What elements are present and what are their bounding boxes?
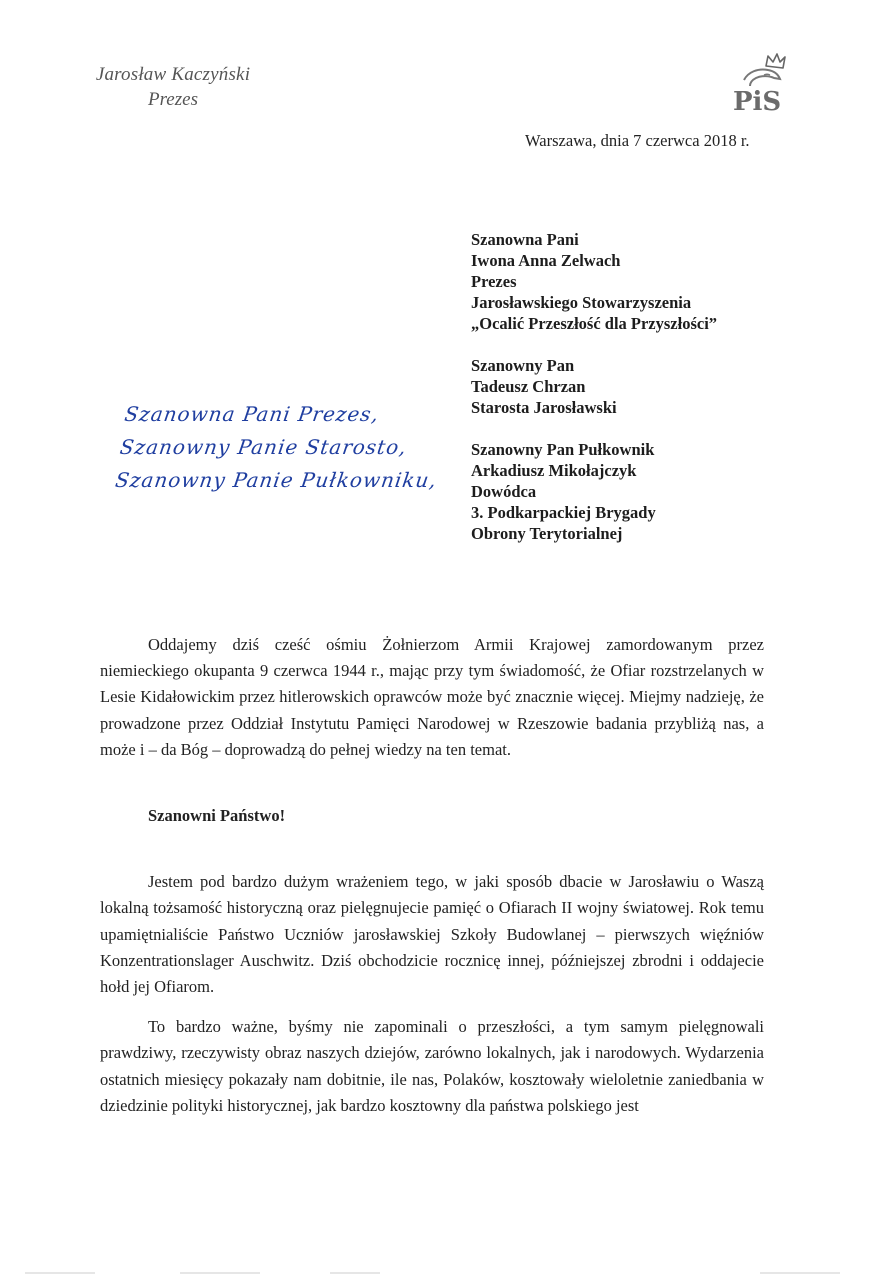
body-salutation: Szanowni Państwo! [148,806,286,826]
handwritten-line: Szanowna Pani Prezes, [123,402,381,426]
addressee-line: Tadeusz Chrzan [471,377,586,396]
scan-artifact [760,1272,840,1274]
addressee-line: Starosta Jarosławski [471,398,617,417]
scan-artifact [330,1272,380,1274]
body-paragraph: Jestem pod bardzo dużym wrażeniem tego, w jaki sposób dbacie w Jarosławiu o Waszą lokalną tożsamość historyczną oraz pielęgnujecie pamięć o Ofiarach II wojny światowej. Rok temu upamiętnialiście Państwo Uczniów jarosławskiej Szkoły Budowlanej – pierwszych więźniów Konzentrationslager Auschwitz. Dziś obchodzicie rocznicę innej, późniejszej zbrodni i oddajecie hołd jej Ofiarom. [100,872,764,997]
addressee-block [471,229,717,565]
eagle-crown-logo-icon [730,52,794,114]
addressee-line: Szanowny Pan [471,356,575,375]
scan-artifact [25,1272,95,1274]
date-line: Warszawa, dnia 7 czerwca 2018 r. [525,131,750,150]
addressee-line: Szanowna Pani [471,230,579,249]
addressee-1 [471,229,717,334]
addressee-line: Dowódca [471,482,537,501]
handwritten-line: Szanowny Panie Pułkowniku, [113,468,439,492]
addressee-line: Obrony Terytorialnej [471,524,623,543]
addressee-2 [471,355,717,418]
sender-role: Prezes [148,89,198,110]
handwritten-line: Szanowny Panie Starosto, [118,435,409,459]
body-paragraph: To bardzo ważne, byśmy nie zapominali o przeszłości, a tym samym pielęgnowali prawdziwy, rzeczywisty obraz naszych dziejów, zarówno lokalnych, jak i narodowych. Wydarzenia ostatnich miesięcy pokazały nam dobitnie, ile nas, Polaków, kosztowały wieloletnie zaniedbania w dziedzinie polityki historycznej, jak bardzo kosztowny dla państwa polskiego jest [100,1017,764,1115]
addressee-line: Prezes [471,272,517,291]
addressee-line: Iwona Anna Zelwach [471,251,621,270]
handwritten-salutation [113,398,448,497]
scan-artifact [180,1272,260,1274]
logo-text: PiS [733,87,782,114]
addressee-line: Szanowny Pan Pułkownik [471,440,655,459]
addressee-line: 3. Podkarpackiej Brygady [471,503,656,522]
addressee-line: Jarosławskiego Stowarzyszenia [471,293,692,312]
letterhead-sender [88,62,258,112]
addressee-3 [471,439,717,544]
sender-name: Jarosław Kaczyński [95,64,251,85]
addressee-line: Arkadiusz Mikołajczyk [471,461,637,480]
party-logo [730,52,794,114]
letter-body [100,632,764,1119]
body-paragraph: Oddajemy dziś cześć ośmiu Żołnierzom Armii Krajowej zamordowanym przez niemieckiego okupanta 9 czerwca 1944 r., mając przy tym świadomość, że Ofiar rozstrzelanych w Lesie Kidałowickim przez hitlerowskich oprawców może być znacznie więcej. Miejmy nadzieję, że prowadzone przez Oddział Instytutu Pamięci Narodowej w Rzeszowie badania przybliżą nas, a może i – da Bóg – doprowadzą do pełnej wiedzy na ten temat. [100,635,764,759]
addressee-line: „Ocalić Przeszłość dla Przyszłości” [471,314,718,333]
